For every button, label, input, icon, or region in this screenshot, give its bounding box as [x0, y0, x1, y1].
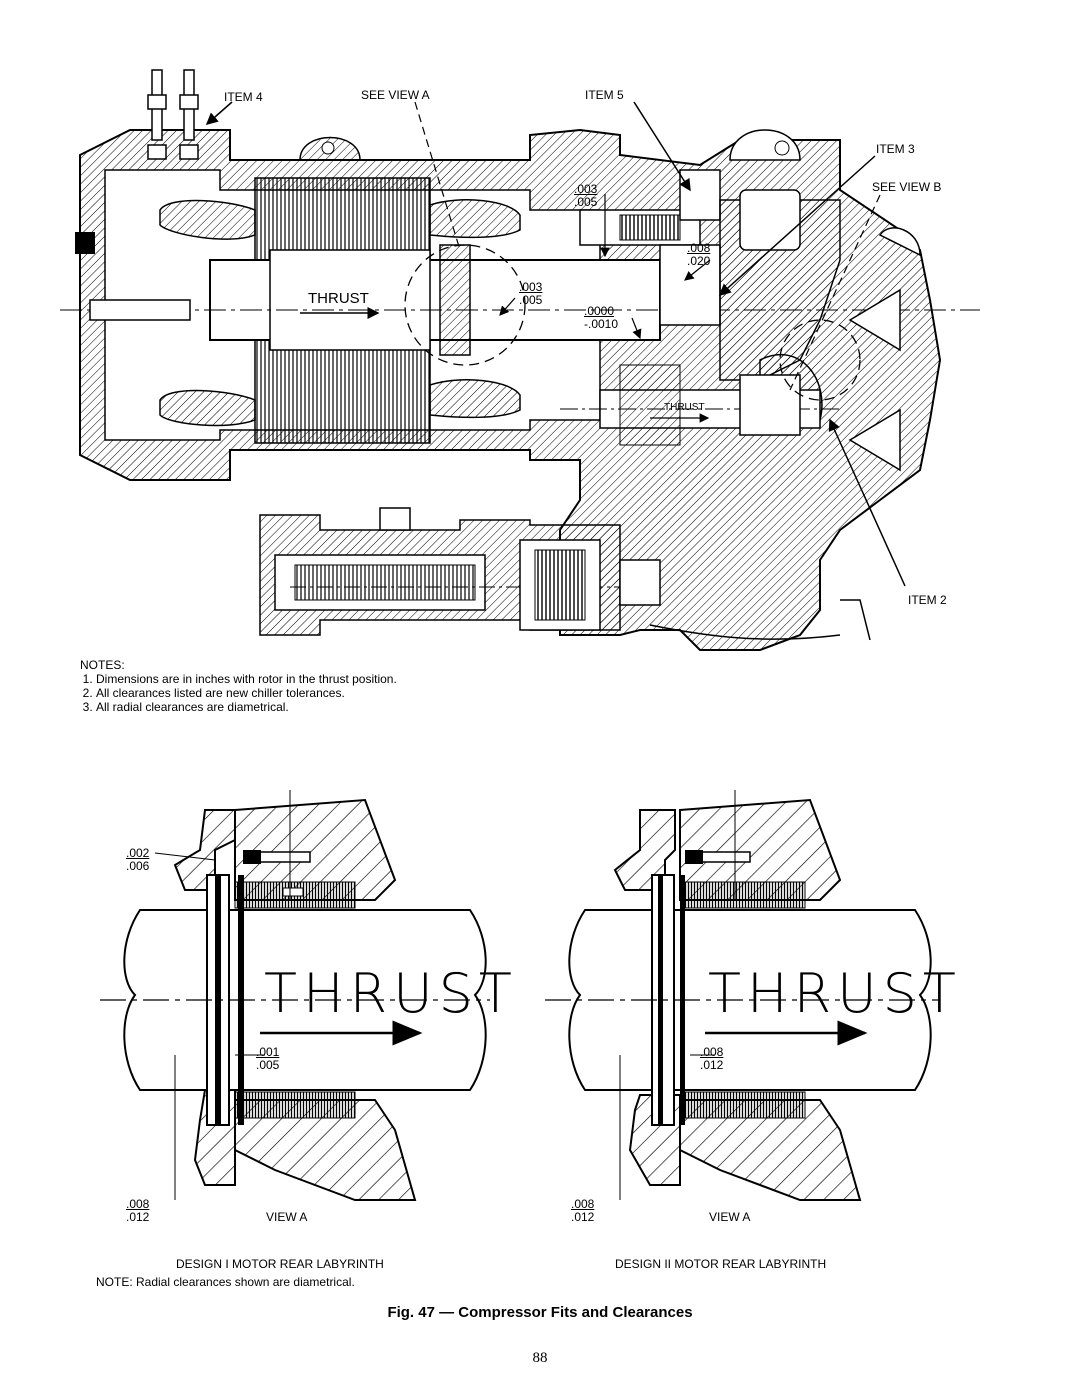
- design-1-title: DESIGN I MOTOR REAR LABYRINTH: [176, 1257, 384, 1271]
- view-a-label-left: VIEW A: [266, 1210, 308, 1224]
- thrust-label-small: THRUST: [664, 402, 705, 413]
- item4-label: ITEM 4: [224, 90, 263, 104]
- thrust-label-view-2: THRUST: [708, 962, 962, 1025]
- clearance-dimension: .0000 -.0010: [584, 304, 619, 331]
- design-2-title: DESIGN II MOTOR REAR LABYRINTH: [615, 1257, 827, 1271]
- radial-clearance-note: NOTE: Radial clearances shown are diametrical.: [96, 1275, 355, 1289]
- note-item: 2. All clearances listed are new chiller tolerances.: [96, 686, 397, 700]
- clearance-dimension-lower: .008 .012: [126, 1197, 150, 1224]
- see-view-a-label: SEE VIEW A: [361, 88, 430, 102]
- item2-label: ITEM 2: [908, 593, 947, 607]
- notes-heading: NOTES:: [80, 658, 125, 672]
- page-number: 88: [532, 1350, 548, 1366]
- clearance-dimension: .003 .005: [574, 182, 598, 209]
- clearance-dimension-lower: .008 .012: [571, 1197, 595, 1224]
- item3-label: ITEM 3: [876, 142, 915, 156]
- note-item: 1. Dimensions are in inches with rotor in the thrust position.: [96, 672, 397, 686]
- item5-label: ITEM 5: [585, 88, 624, 102]
- figure-caption: Fig. 47 — Compressor Fits and Clearances: [387, 1304, 693, 1321]
- clearance-dimension: .008 .020: [687, 241, 711, 268]
- thrust-label-main: THRUST: [308, 290, 369, 307]
- compressor-cross-section-drawing: [60, 60, 980, 670]
- notes-block: [80, 658, 397, 714]
- view-a-label-right: VIEW A: [709, 1210, 751, 1224]
- clearance-dimension-upper: .002 .006: [126, 846, 150, 873]
- clearance-dimension: .003 .005: [519, 280, 543, 307]
- note-item: 3. All radial clearances are diametrical.: [96, 700, 397, 714]
- clearance-dimension-mid: .001 .005: [256, 1045, 280, 1072]
- clearance-dimension-mid: .008 .012: [700, 1045, 724, 1072]
- thrust-label-view-1: THRUST: [264, 962, 518, 1025]
- see-view-b-label: SEE VIEW B: [872, 180, 942, 194]
